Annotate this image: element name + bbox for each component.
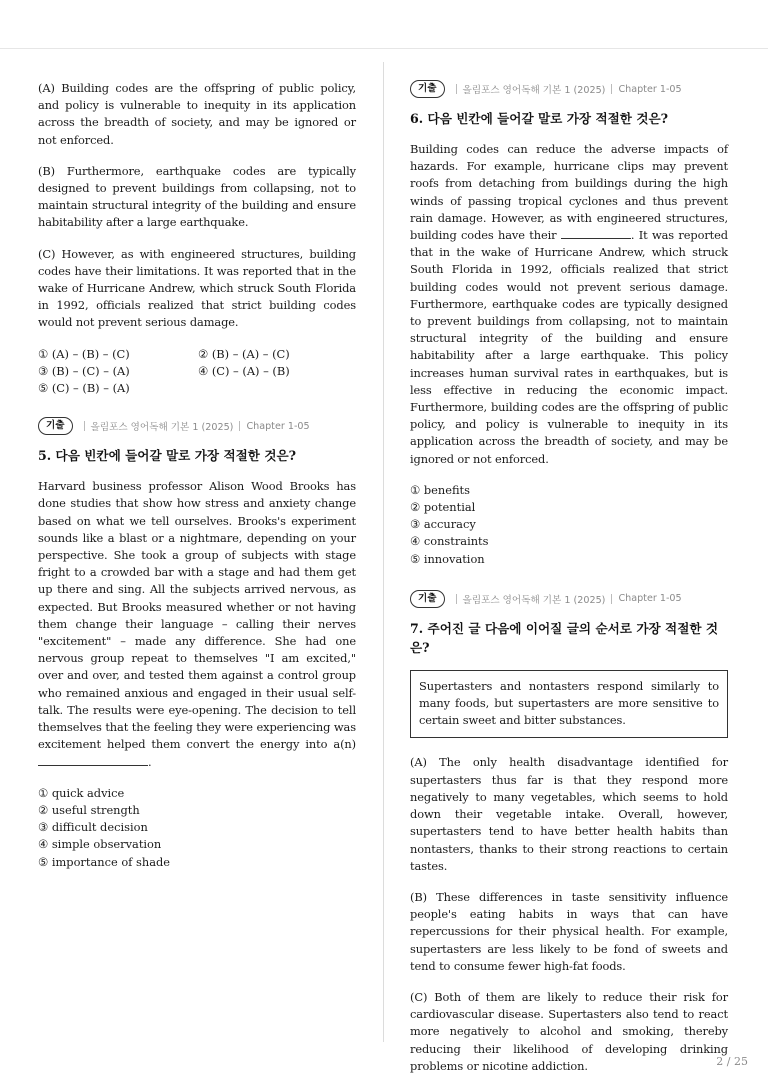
separator: [239, 421, 240, 431]
past-exam-badge: 기출: [410, 80, 445, 98]
q6-options: [410, 482, 728, 568]
separator: [84, 421, 85, 431]
source-title: 올림포스 영어독해 기본 1 (2025): [90, 422, 234, 434]
question-title: 6. 다음 빈칸에 들어갈 말로 가장 적절한 것은?: [410, 111, 669, 126]
paragraph-c: (C) However, as with engineered structures, building codes have their limitations. It was reported that in the wake of Hurricane Andrew, which struck South Florida in 1992, officials realized that strict building codes would not prevent serious damage.: [38, 246, 356, 330]
q5-options: [38, 785, 356, 871]
option-4[interactable]: ④ simple observation: [38, 837, 162, 852]
option-2[interactable]: ② useful strength: [38, 802, 140, 817]
question-passage: [410, 141, 728, 468]
question-passage: [38, 478, 356, 770]
option-4[interactable]: ④ constraints: [410, 534, 489, 549]
separator: [456, 594, 457, 604]
paragraph-c: (C) Both of them are likely to reduce their risk for cardiovascular disease. Supertasters also tend to react more negatively to alcohol and smoking, thereby reducing their likelihood of developing drinking problems or nicotine addiction.: [410, 989, 728, 1073]
separator: [456, 84, 457, 94]
separator: [611, 84, 612, 94]
past-exam-badge: 기출: [38, 417, 73, 435]
q7-source-line: [410, 590, 728, 608]
option-1[interactable]: ① quick advice: [38, 785, 125, 800]
column-divider: [383, 62, 384, 1042]
source-chapter: Chapter 1-05: [246, 420, 310, 432]
separator: [611, 594, 612, 604]
right-column: [410, 80, 728, 1089]
paragraph-a: (A) Building codes are the offspring of public policy, and policy is vulnerable to inequity in its application across the breadth of society, and may be ignored or not enforced.: [38, 81, 356, 147]
passage-end: .: [148, 754, 152, 769]
option-3[interactable]: ③ difficult decision: [38, 820, 148, 835]
given-text-box: [410, 670, 728, 739]
passage-text-before: Building codes can reduce the adverse impacts of hazards. For example, hurricane clips may prevent roofs from detaching from buildings during the high winds of passing tropical cyclones and thus prevent rain damage. However, as with engineered structures, building codes have their: [410, 142, 728, 243]
option-1[interactable]: ① benefits: [410, 482, 470, 497]
q4-options: [38, 346, 356, 398]
answer-blank: [38, 754, 148, 766]
option-5[interactable]: ⑤ importance of shade: [38, 854, 171, 869]
option-5[interactable]: ⑤ innovation: [410, 551, 485, 566]
answer-blank: [561, 227, 631, 239]
q6-source-line: [410, 80, 728, 98]
passage-text-after: . It was reported that in the wake of Hurricane Andrew, which struck South Florida in 1992, officials realized that strict building codes would not prevent serious damage. Furthermore, earthquake codes are typically designed to prevent buildings from collapsing, not to maintain structural integrity of the building and ensure habitability after a large earthquake. This policy increases human survival rates in earthquakes, but is less effective in reducing the economic impact. Furthermore, building codes are the offspring of public policy, and policy is vulnerable to inequity in its application across the breadth of society, and may be ignored or not enforced.: [410, 228, 728, 466]
question-title: 7. 주어진 글 다음에 이어질 글의 순서로 가장 적절한 것은?: [410, 620, 719, 655]
option-5[interactable]: ⑤ (C) – (B) – (A): [38, 381, 130, 396]
option-1[interactable]: ① (A) – (B) – (C): [38, 346, 130, 361]
left-column: [38, 80, 356, 893]
option-2[interactable]: ② (B) – (A) – (C): [198, 346, 290, 361]
source-chapter: Chapter 1-05: [618, 593, 682, 605]
past-exam-badge: 기출: [410, 590, 445, 608]
option-4[interactable]: ④ (C) – (A) – (B): [198, 363, 290, 378]
option-3[interactable]: ③ (B) – (C) – (A): [38, 363, 130, 378]
paragraph-a: (A) The only health disadvantage identified for supertasters thus far is that they respond more negatively to many vegetables, which seems to hold down their vegetable intake. Overall, however, supertasters tend to have better health habits than nontasters, thanks to their strong reactions to certain tastes.: [410, 755, 728, 873]
header-rule: [0, 48, 768, 49]
paragraph-b: (B) These differences in taste sensitivity influence people's eating habits in ways that can have repercussions for their physical health. For example, supertasters are less likely to be fond of sweets and tend to consume fewer high-fat foods.: [410, 889, 728, 973]
option-3[interactable]: ③ accuracy: [410, 517, 476, 532]
option-2[interactable]: ② potential: [410, 500, 476, 515]
passage-text: Harvard business professor Alison Wood Brooks has done studies that show how stress and anxiety change based on what we tell ourselves. Brooks's experiment sounds like a blast or a nightmare, depending on your perspective. She took a group of subjects with stage fright to a crowded bar with a stage and had them get up there and sing. All the subjects arrived nervous, as expected. But Brooks measured whether or not having them change their language – calling their nerves "excitement" – made any difference. She had one nervous group repeat to themselves "I am excited," over and over, and tested them against a control group who remained anxious and engaged in their usual self-talk. The results were eye-opening. The decision to tell themselves that the feeling they were experiencing was excitement helped them convert the energy into a(n): [38, 479, 356, 752]
given-text: Supertasters and nontasters respond similarly to many foods, but supertasters are more sensitive to certain sweet and bitter substances.: [419, 678, 719, 728]
q5-source-line: [38, 417, 356, 435]
source-chapter: Chapter 1-05: [618, 83, 682, 95]
source-title: 올림포스 영어독해 기본 1 (2025): [462, 85, 606, 96]
source-title: 올림포스 영어독해 기본 1 (2025): [462, 594, 606, 606]
page-number: 2 / 25: [716, 1055, 748, 1068]
paragraph-b: (B) Furthermore, earthquake codes are typically designed to prevent buildings from collapsing, not to maintain structural integrity of the building and ensure habitability after a large earthquake.: [38, 163, 356, 230]
question-title: 5. 다음 빈칸에 들어갈 말로 가장 적절한 것은?: [38, 448, 297, 464]
